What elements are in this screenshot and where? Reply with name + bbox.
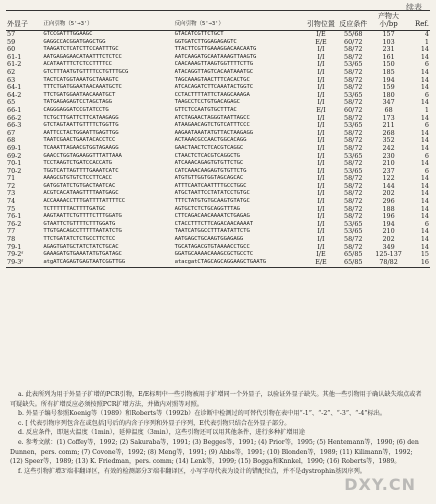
cell-primer-position: I/I bbox=[317, 121, 325, 130]
cell-exon: 69-2 bbox=[7, 151, 22, 160]
cell-forward-primer: GAACCTGGTAGAAGGTTTATTAAA bbox=[43, 152, 122, 159]
cell-forward-primer: TCAAATTAGAACGTGGTAGAAGG bbox=[43, 144, 119, 151]
cell-reaction-conditions: 65/85 bbox=[337, 259, 369, 268]
cell-reverse-primer: ATCACAGATCTTCAAATACTGGTC bbox=[174, 84, 253, 91]
cell-product-size: 231 bbox=[382, 45, 395, 54]
cell-reverse-primer: AGTGCTCTCTGCAGGTTTAG bbox=[174, 205, 240, 212]
cell-exon: 65 bbox=[7, 98, 16, 107]
cell-primer-position: I/I bbox=[317, 235, 325, 244]
cell-forward-primer: TCTGCTTGATTCTTCATAAGAGG bbox=[43, 114, 119, 121]
cell-reference: 14 bbox=[420, 204, 429, 213]
cell-primer-position: I/I bbox=[317, 212, 325, 221]
cell-primer-position: E/E bbox=[305, 259, 337, 268]
cell-primer-position: I/I bbox=[317, 52, 325, 61]
cell-exon: 70-1 bbox=[7, 159, 22, 168]
cell-product-size: 202 bbox=[382, 235, 395, 244]
cell-reference: 14 bbox=[420, 75, 429, 84]
cell-reference: 14 bbox=[420, 52, 429, 61]
cell-forward-primer: GATGGTATCTGTGACTAATCAC bbox=[43, 182, 116, 189]
cell-primer-position: I/I bbox=[317, 159, 325, 168]
cell-forward-primer: ACCAAAACCTTTGATTTTATTTTCC bbox=[43, 198, 126, 205]
cell-reaction-conditions: 58/72 bbox=[344, 189, 363, 198]
cell-forward-primer: CAGGGAGGATCCGTATCCTG bbox=[43, 106, 109, 113]
cell-reverse-primer: TGCATAGACGTGTAAAACCTGCC bbox=[174, 243, 250, 250]
cell-product-size: 194 bbox=[382, 75, 395, 84]
cell-exon: 75 bbox=[7, 204, 16, 213]
cell-forward-primer: GAAAGATGTGAAATATGTGATAGC bbox=[43, 251, 122, 258]
cell-reverse-primer: ATGCTAATTCCTATATCCTGTGC bbox=[174, 190, 250, 197]
cell-reaction-conditions: 58/72 bbox=[344, 136, 363, 145]
cell-forward-primer: AAAGCGTGTGTCTCCTTCACC bbox=[43, 175, 112, 182]
cell-product-size: 144 bbox=[382, 181, 395, 190]
cell-forward-primer: ACGTCACATAAGTTTTAATGAGC bbox=[43, 190, 119, 197]
cell-reaction-conditions: 53/65 bbox=[344, 151, 363, 160]
cell-product-size: 159 bbox=[382, 83, 395, 92]
table-row bbox=[6, 137, 430, 145]
cell-reaction-conditions: 60/72 bbox=[344, 105, 363, 114]
note-paragraph: d. 反应条件，即退火温度（1min），延伸温度（3min），这些引物还可以用其他条件，进行多种扩增用途 bbox=[18, 429, 305, 437]
cell-exon: 79-2ᶠ bbox=[7, 250, 23, 259]
cell-reference: 14 bbox=[420, 45, 429, 54]
cell-primer-position: I/I bbox=[317, 98, 325, 107]
cell-reference: 15 bbox=[420, 250, 429, 259]
cell-reverse-primer: CAACAAAGTTAAGTGGTTTTCTTG bbox=[174, 61, 253, 68]
note-paragraph: e. 参考文献：(1) Coffey等，1992; (2) Sakuraba等，1991; (3) Begges等，1991; (4) Prior等，1995; (5) Hentemann等，1990; (6) den Dunnen，pers. comm; (7) Covone等，1992; (8) Meng等，1991; (9) Abbs等，1991; (10) Blonden等，1989; (11) Kilimann等，1992; (12) Speer等，1989; (13) K. Friedman，pers. comm; (14) Lenk等，1999; (15) Bogga和Knnkel，1990; (16) Roberts等，1989。 bbox=[10, 438, 419, 466]
table-row bbox=[6, 130, 430, 138]
cell-reference: 14 bbox=[420, 189, 429, 198]
cell-reference: 6 bbox=[424, 121, 429, 130]
cell-reverse-primer: TAATCATGGCCTTTAATATTCTG bbox=[174, 228, 250, 235]
cell-reference: 1 bbox=[424, 37, 429, 46]
cell-exon: 63 bbox=[7, 75, 16, 84]
cell-product-size: 296 bbox=[382, 197, 395, 206]
cell-forward-primer: ACATAATTTCTCTCCTTTTCC bbox=[43, 61, 112, 68]
cell-reference: 14 bbox=[420, 67, 429, 76]
table-header-row bbox=[6, 11, 430, 31]
cell-product-size: 211 bbox=[382, 121, 395, 130]
table-row bbox=[6, 31, 430, 39]
page-header: 续表 bbox=[406, 3, 422, 12]
cell-reverse-primer: ATAAGAACAGTCTGTCATTTCCC bbox=[174, 122, 250, 129]
cell-primer-position: I/I bbox=[317, 90, 325, 99]
cell-reaction-conditions: 53/65 bbox=[344, 227, 363, 236]
cell-exon: 76-1 bbox=[7, 212, 22, 221]
cell-exon: 78 bbox=[7, 235, 16, 244]
cell-reference: 4 bbox=[424, 30, 429, 38]
cell-product-size: 157 bbox=[382, 30, 395, 38]
cell-exon: 72 bbox=[7, 181, 16, 190]
table-row bbox=[6, 251, 430, 259]
cell-exon: 74 bbox=[7, 197, 16, 206]
cell-reaction-conditions: 58/72 bbox=[344, 128, 363, 137]
cell-reverse-primer: ATACAGGTTAGTCACAATAAATGC bbox=[174, 68, 253, 75]
table-row bbox=[6, 54, 430, 62]
cell-reverse-primer: GGATGCAAAACAAAGCGCTGCCTC bbox=[174, 251, 253, 258]
watermark-logo: DXY.CN bbox=[344, 475, 416, 494]
cell-reference: 14 bbox=[420, 181, 429, 190]
cell-reaction-conditions: 58/72 bbox=[344, 204, 363, 213]
cell-reverse-primer: GTACATCGTTCTGCT bbox=[174, 31, 224, 37]
table-row bbox=[6, 206, 430, 214]
cell-forward-primer: TCTTTTTTACTTTTGATGC bbox=[43, 205, 106, 212]
cell-primer-position: I/I bbox=[317, 197, 325, 206]
header-primer-position: 引物位置 bbox=[305, 11, 337, 31]
cell-exon: 59 bbox=[7, 37, 16, 46]
cell-forward-primer: TAATCGAACTGAATACACCTCC bbox=[43, 137, 116, 144]
cell-reaction-conditions: 58/72 bbox=[344, 212, 363, 221]
cell-reference: 14 bbox=[420, 174, 429, 183]
table-row bbox=[6, 160, 430, 168]
cell-reference: 14 bbox=[420, 113, 429, 122]
cell-product-size: 150 bbox=[382, 60, 395, 69]
cell-reaction-conditions: 58/72 bbox=[344, 159, 363, 168]
cell-reverse-primer: ATGTGTTGGTGGTAGCAGCAC bbox=[174, 175, 244, 182]
cell-reaction-conditions: 53/65 bbox=[344, 219, 363, 228]
cell-product-size: 68 bbox=[384, 105, 393, 114]
cell-exon: 66-1 bbox=[7, 105, 22, 114]
cell-primer-position: I/I bbox=[317, 227, 325, 236]
cell-product-size: 188 bbox=[382, 204, 395, 213]
cell-forward-primer: atgATCAGAGTGAGTAATCGGTTGG bbox=[42, 259, 173, 268]
cell-product-size: 185 bbox=[382, 67, 395, 76]
table-row bbox=[6, 259, 430, 268]
cell-forward-primer: GTCTAGTAATTGTTTTCTGGTTG bbox=[43, 122, 119, 129]
cell-product-size: 230 bbox=[382, 151, 395, 160]
cell-primer-position: I/I bbox=[317, 83, 325, 92]
cell-exon: 67 bbox=[7, 128, 16, 137]
cell-reverse-primer: TTACTTCGTTGAAAGGACAACAATG bbox=[174, 46, 257, 53]
header-reference: Ref. bbox=[408, 11, 430, 31]
cell-reference: 14 bbox=[420, 143, 429, 152]
table-row bbox=[6, 228, 430, 236]
cell-forward-primer: AAGTAATTCTGTTTTCTTTGGATG bbox=[43, 213, 122, 220]
cell-reverse-primer: TAAGCCTCCTGTGACAGAGC bbox=[174, 99, 240, 106]
header-exon: 外显子 bbox=[6, 11, 42, 31]
cell-primer-position: I/I bbox=[317, 189, 325, 198]
cell-exon: 61-1 bbox=[7, 52, 22, 61]
table-row bbox=[6, 46, 430, 54]
cell-reference: 14 bbox=[420, 159, 429, 168]
cell-reverse-primer: CTAACTCTCACGTCAGGCTG bbox=[174, 152, 240, 159]
cell-reference: 6 bbox=[424, 60, 429, 69]
cell-product-size: 78/82 bbox=[369, 259, 407, 268]
table-row bbox=[6, 122, 430, 130]
table-row bbox=[6, 61, 430, 69]
cell-exon: 71 bbox=[7, 174, 16, 183]
table-row bbox=[6, 107, 430, 115]
cell-reference: 6 bbox=[424, 151, 429, 160]
table-row bbox=[6, 168, 430, 176]
cell-exon: 57 bbox=[7, 30, 16, 38]
cell-primer-position: I/I bbox=[317, 143, 325, 152]
cell-reaction-conditions: 58/72 bbox=[344, 83, 363, 92]
cell-reaction-conditions: 58/72 bbox=[344, 45, 363, 54]
cell-forward-primer: TATGAGAGAGTCCTAGCTAGG bbox=[43, 99, 112, 106]
cell-product-size: 347 bbox=[382, 98, 395, 107]
cell-product-size: 352 bbox=[382, 136, 395, 145]
cell-forward-primer: GAGGCCACGGATGAGCTGG bbox=[43, 38, 106, 45]
cell-forward-primer: GTCTTTAATGTGTTTTCCTGTTTGCG bbox=[43, 68, 129, 75]
cell-reference: 14 bbox=[420, 128, 429, 137]
cell-reference: 6 bbox=[424, 90, 429, 99]
cell-reaction-conditions: 58/72 bbox=[344, 113, 363, 122]
cell-reference: 16 bbox=[408, 259, 430, 268]
cell-forward-primer: TCCTAAGTCTGATCCACCATG bbox=[43, 160, 112, 167]
cell-reference: 14 bbox=[420, 235, 429, 244]
cell-primer-position: I/E bbox=[316, 30, 326, 38]
cell-reaction-conditions: 53/65 bbox=[344, 90, 363, 99]
cell-reference: 14 bbox=[420, 227, 429, 236]
cell-reaction-conditions: 53/65 bbox=[344, 60, 363, 69]
cell-reaction-conditions: 53/65 bbox=[344, 166, 363, 175]
cell-exon: 70-2 bbox=[7, 166, 22, 175]
cell-reverse-primer: AAGAATAAATATGTTACTAAGAGG bbox=[174, 129, 253, 136]
cell-primer-position: I/E bbox=[316, 250, 326, 259]
table-row bbox=[6, 69, 430, 77]
cell-primer-position: I/I bbox=[317, 60, 325, 69]
cell-forward-primer: TTCTGATGGAATAACAAATGCT bbox=[43, 91, 116, 98]
table-row bbox=[6, 175, 430, 183]
cell-forward-primer: TACTCATGGTAAATGCTAAAGTC bbox=[43, 76, 119, 83]
header-reverse-primer: 反向引物（5'→3'） bbox=[174, 11, 305, 31]
cell-reference: 14 bbox=[420, 83, 429, 92]
cell-reverse-primer: GAACTAACTCTCACGTCAGGC bbox=[174, 144, 244, 151]
cell-forward-primer: GTAATTCTGTTTTCTTTGGATG bbox=[43, 220, 116, 227]
cell-reverse-primer: TTTCTATGTGTGCAAGTGTATGC bbox=[174, 198, 250, 205]
cell-forward-primer: TGGTCATTAGTTTTGAAATCATC bbox=[43, 167, 119, 174]
cell-exon: 66-3 bbox=[7, 121, 22, 130]
cell-exon: 77 bbox=[7, 227, 16, 236]
cell-reverse-primer: ACTAAACGCCAACTGGCACAGG bbox=[174, 137, 247, 144]
cell-primer-position: E/E bbox=[315, 37, 327, 46]
cell-product-size: 122 bbox=[382, 174, 395, 183]
cell-reaction-conditions: 53/65 bbox=[344, 121, 363, 130]
cell-reverse-primer: atacgatCTAGCAGCAGGAAGCTGAATG bbox=[174, 259, 305, 268]
cell-reaction-conditions: 58/72 bbox=[344, 242, 363, 251]
cell-forward-primer: TTGTGACAGCCTTTTTAATATCTG bbox=[43, 228, 122, 235]
cell-reverse-primer: ATCTAGAACTAGGGTAATTAGCC bbox=[174, 114, 250, 121]
cell-exon: 60 bbox=[7, 45, 16, 54]
cell-exon: 62 bbox=[7, 67, 16, 76]
cell-primer-position: I/I bbox=[317, 219, 325, 228]
table-row bbox=[6, 92, 430, 100]
cell-reaction-conditions: 58/72 bbox=[344, 235, 363, 244]
cell-reverse-primer: ATTTCAATCAATTTTGCCTGGC bbox=[174, 182, 247, 189]
cell-reverse-primer: TAGCAAAGTAACTTTCACACTGC bbox=[174, 76, 250, 83]
cell-primer-position: I/I bbox=[317, 166, 325, 175]
cell-reverse-primer: CTACCTTTCTTCAGACAACAAAAT bbox=[174, 220, 253, 227]
cell-exon: 79-1 bbox=[7, 242, 22, 251]
cell-reverse-primer: AATGAGCTGCAAGTGGAGAGG bbox=[174, 236, 244, 243]
note-paragraph: c. [ 代表引物序列包含在或包括]号后的内含子序列和外显子序列，E代表引物只结合在外显子部分。 bbox=[18, 419, 291, 427]
cell-primer-position: I/I bbox=[317, 151, 325, 160]
cell-exon: 66-2 bbox=[7, 113, 22, 122]
cell-forward-primer: TTCTGATATCTCTGCCTTCTCC bbox=[43, 236, 116, 243]
cell-reference: 14 bbox=[420, 242, 429, 251]
cell-forward-primer: TTTCTGATGGAATAACAAATGCTC bbox=[43, 84, 122, 91]
cell-reaction-conditions: 58/72 bbox=[344, 197, 363, 206]
cell-reaction-conditions: 58/72 bbox=[344, 181, 363, 190]
cell-exon: 69-1 bbox=[7, 143, 22, 152]
cell-product-size: 210 bbox=[382, 227, 395, 236]
cell-reference: 14 bbox=[420, 98, 429, 107]
table-row bbox=[6, 190, 430, 198]
cell-reverse-primer: GGTGATCTTGGAGAGAGTC bbox=[174, 38, 237, 45]
cell-forward-primer: AATGAGAGAACATAATTTCTCTCC bbox=[43, 53, 122, 60]
cell-reaction-conditions: 58/72 bbox=[344, 75, 363, 84]
cell-reaction-conditions: 60/72 bbox=[344, 37, 363, 46]
cell-product-size: 194 bbox=[382, 219, 395, 228]
cell-forward-primer: AATTCCTACTGGAATTGAGTTGG bbox=[43, 129, 119, 136]
cell-product-size: 161 bbox=[382, 52, 395, 61]
cell-exon: 68 bbox=[7, 136, 16, 145]
cell-reaction-conditions: 58/72 bbox=[344, 67, 363, 76]
cell-product-size: 349 bbox=[382, 242, 395, 251]
cell-reaction-conditions: 58/72 bbox=[344, 52, 363, 61]
cell-product-size: 242 bbox=[382, 143, 395, 152]
note-paragraph: b. 外显子编号参照Koenig等（1989）和Roberts等（1992b）在诊断中检测过的可替代引物在表中用“-1”、“-2”、“-3”、“-4”标出。 bbox=[18, 410, 387, 418]
cell-exon: 79-3ᶠ bbox=[6, 259, 42, 268]
cell-product-size: 173 bbox=[382, 113, 395, 122]
cell-reverse-primer: CATCAAACAAGAGTGTGTTCTG bbox=[174, 167, 247, 174]
cell-reaction-conditions: 58/72 bbox=[344, 174, 363, 183]
cell-reverse-primer: GTTCTCCAATGTGCTTTAC bbox=[174, 106, 237, 113]
cell-exon: 61-2 bbox=[7, 60, 22, 69]
cell-reverse-primer: ATCAAACAGAGTGTGTTCTGC bbox=[174, 160, 244, 167]
cell-primer-position: I/I bbox=[317, 181, 325, 190]
cell-primer-position: I/I bbox=[317, 113, 325, 122]
note-paragraph: f. 这些引物扩增3'端非翻译区，有效的检测部分3'端非翻译区，小写字母代表为设计的错配位点，并不是dystrophin基因序列。 bbox=[18, 467, 366, 475]
table-row bbox=[6, 198, 430, 206]
cell-primer-position: I/I bbox=[317, 45, 325, 54]
cell-reverse-primer: CTTCAGACAACAAAATCTGAGAG bbox=[174, 213, 250, 220]
header-product-size: 产物大小/bp bbox=[369, 11, 407, 31]
cell-primer-position: I/I bbox=[317, 75, 325, 84]
cell-exon: 64-2 bbox=[7, 90, 22, 99]
cell-reaction-conditions: 65/85 bbox=[344, 250, 363, 259]
cell-primer-position: I/I bbox=[317, 67, 325, 76]
cell-exon: 76-2 bbox=[7, 219, 22, 228]
table-row bbox=[6, 115, 430, 123]
cell-product-size: 210 bbox=[382, 159, 395, 168]
cell-primer-position: I/I bbox=[317, 136, 325, 145]
cell-reference: 14 bbox=[420, 212, 429, 221]
cell-forward-primer: GTCCGATTTGGAAGC bbox=[43, 31, 93, 37]
cell-reaction-conditions: 58/72 bbox=[344, 143, 363, 152]
note-paragraph: a. 此表所列为用于外显子扩增的PCR引物，E/E标明中一些引物被用于扩增同一个外显子，以验证外显子缺失。其他一些引物用于确认缺失端点或者可疑缺失。所有扩增反应必须按照PCR扩增方法，并做内对照等对照。 bbox=[10, 391, 422, 408]
cell-reference: 6 bbox=[424, 219, 429, 228]
cell-product-size: 202 bbox=[382, 189, 395, 198]
table-row bbox=[6, 183, 430, 191]
cell-primer-position: I/I bbox=[317, 174, 325, 183]
cell-product-size: 180 bbox=[382, 90, 395, 99]
table-row bbox=[6, 39, 430, 47]
cell-product-size: 196 bbox=[382, 212, 395, 221]
cell-exon: 73 bbox=[7, 189, 16, 198]
cell-product-size: 237 bbox=[382, 166, 395, 175]
cell-reference: 1 bbox=[424, 105, 429, 114]
cell-primer-position: I/I bbox=[317, 128, 325, 137]
cell-forward-primer: AGAGTGATGCTATCTATCTGCAC bbox=[43, 243, 119, 250]
table-row bbox=[6, 77, 430, 85]
cell-reaction-conditions: 58/72 bbox=[344, 98, 363, 107]
header-reaction-conditions: 反应条件 bbox=[337, 11, 369, 31]
cell-reverse-primer: CCTACTTTTATTCTAAGCAAAGA bbox=[174, 91, 250, 98]
table-row bbox=[6, 213, 430, 221]
cell-reaction-conditions: 55/68 bbox=[344, 30, 363, 38]
table-body bbox=[6, 31, 430, 268]
cell-product-size: 268 bbox=[382, 128, 395, 137]
cell-primer-position: I/I bbox=[317, 242, 325, 251]
cell-reference: 14 bbox=[420, 136, 429, 145]
cell-reference: 6 bbox=[424, 166, 429, 175]
table-row bbox=[6, 145, 430, 153]
table-row bbox=[6, 84, 430, 92]
table-row bbox=[6, 236, 430, 244]
table-notes bbox=[10, 390, 424, 476]
header-forward-primer: 正向引物（5'→3'） bbox=[42, 11, 173, 31]
cell-reference: 14 bbox=[420, 197, 429, 206]
table-row bbox=[6, 153, 430, 161]
cell-product-size: 125-137 bbox=[375, 250, 402, 259]
cell-product-size: 103 bbox=[382, 37, 395, 46]
table-row bbox=[6, 99, 430, 107]
cell-exon: 64-1 bbox=[7, 83, 22, 92]
table-row bbox=[6, 221, 430, 229]
cell-primer-position: E/I bbox=[316, 105, 326, 114]
primer-table bbox=[6, 10, 430, 268]
cell-forward-primer: TAAGATCTCATCTTCCAATTTGC bbox=[43, 46, 119, 53]
cell-primer-position: I/I bbox=[317, 204, 325, 213]
table-row bbox=[6, 244, 430, 252]
cell-reverse-primer: AATCAAGATGCAATAAAGTTAAGTG bbox=[174, 53, 257, 60]
